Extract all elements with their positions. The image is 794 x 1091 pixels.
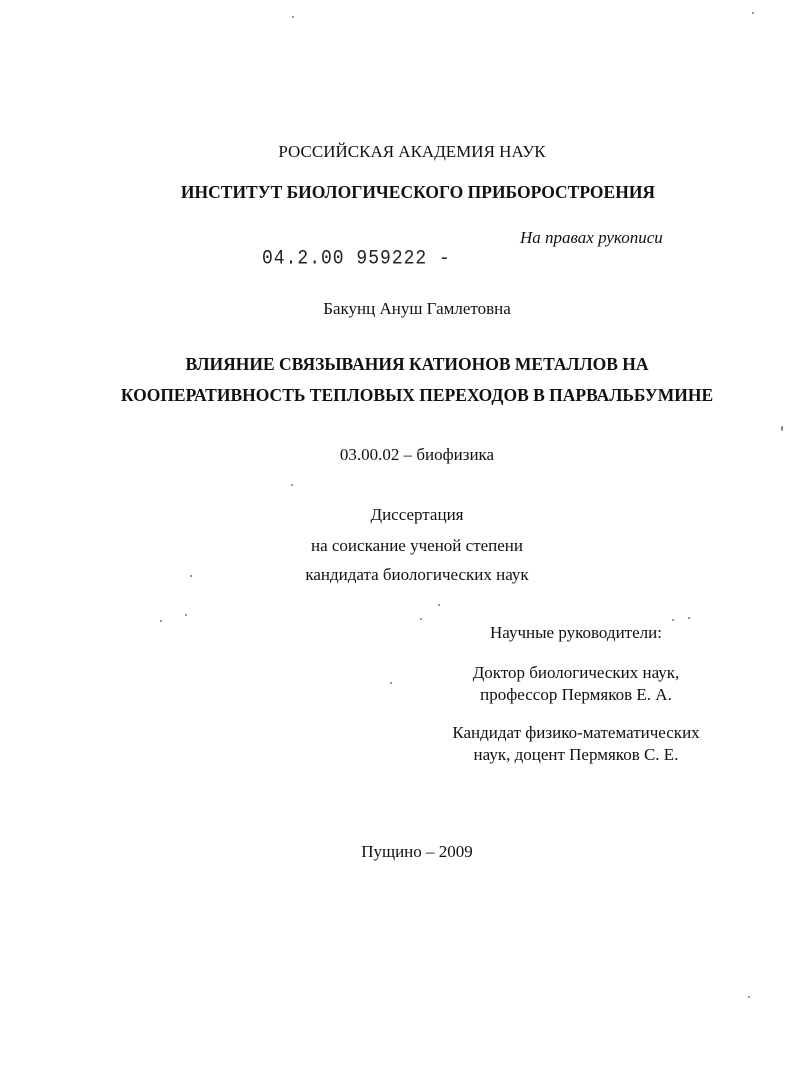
thesis-title-line-2: КООПЕРАТИВНОСТЬ ТЕПЛОВЫХ ПЕРЕХОДОВ В ПАРВАЛЬБУМИНЕ: [120, 385, 714, 405]
supervisor-2-name: наук, доцент Пермяков С. Е.: [473, 745, 679, 764]
author-name: Бакунц Ануш Гамлетовна: [323, 299, 511, 318]
supervisor-1-degree: Доктор биологических наук,: [472, 663, 680, 682]
scan-speck: [688, 617, 690, 619]
degree-name: кандидата биологических наук: [305, 565, 529, 584]
institute-name: ИНСТИТУТ БИОЛОГИЧЕСКОГО ПРИБОРОСТРОЕНИЯ: [180, 182, 656, 202]
registration-stamp: 04.2.00 959222 -: [262, 247, 451, 271]
scan-speck: [390, 682, 392, 684]
degree-purpose: на соискание ученой степени: [310, 536, 524, 555]
dissertation-label: Диссертация: [370, 505, 464, 524]
scan-speck: [292, 16, 294, 18]
scan-speck: [781, 426, 783, 431]
scan-speck: [748, 996, 750, 998]
scan-speck: [420, 618, 422, 620]
thesis-title-line-1: ВЛИЯНИЕ СВЯЗЫВАНИЯ КАТИОНОВ МЕТАЛЛОВ НА: [185, 354, 649, 374]
specialty-code: 03.00.02 – биофизика: [339, 445, 495, 464]
supervisor-2: [426, 722, 726, 766]
scan-speck: [291, 484, 293, 486]
scan-speck: [438, 604, 440, 606]
scan-speck: [752, 12, 754, 14]
city-year: Пущино – 2009: [361, 842, 473, 861]
scan-speck: [190, 575, 192, 577]
scan-speck: [160, 620, 162, 622]
scan-speck: [185, 614, 187, 616]
supervisor-1-name: профессор Пермяков Е. А.: [480, 685, 672, 704]
academy-name: РОССИЙСКАЯ АКАДЕМИЯ НАУК: [278, 142, 546, 161]
supervisor-1: [426, 662, 726, 706]
supervisor-2-degree: Кандидат физико-математических: [452, 723, 700, 742]
manuscript-note: На правах рукописи: [520, 228, 663, 247]
supervisors-label: Научные руководители:: [490, 623, 662, 642]
scan-speck: [672, 619, 674, 621]
